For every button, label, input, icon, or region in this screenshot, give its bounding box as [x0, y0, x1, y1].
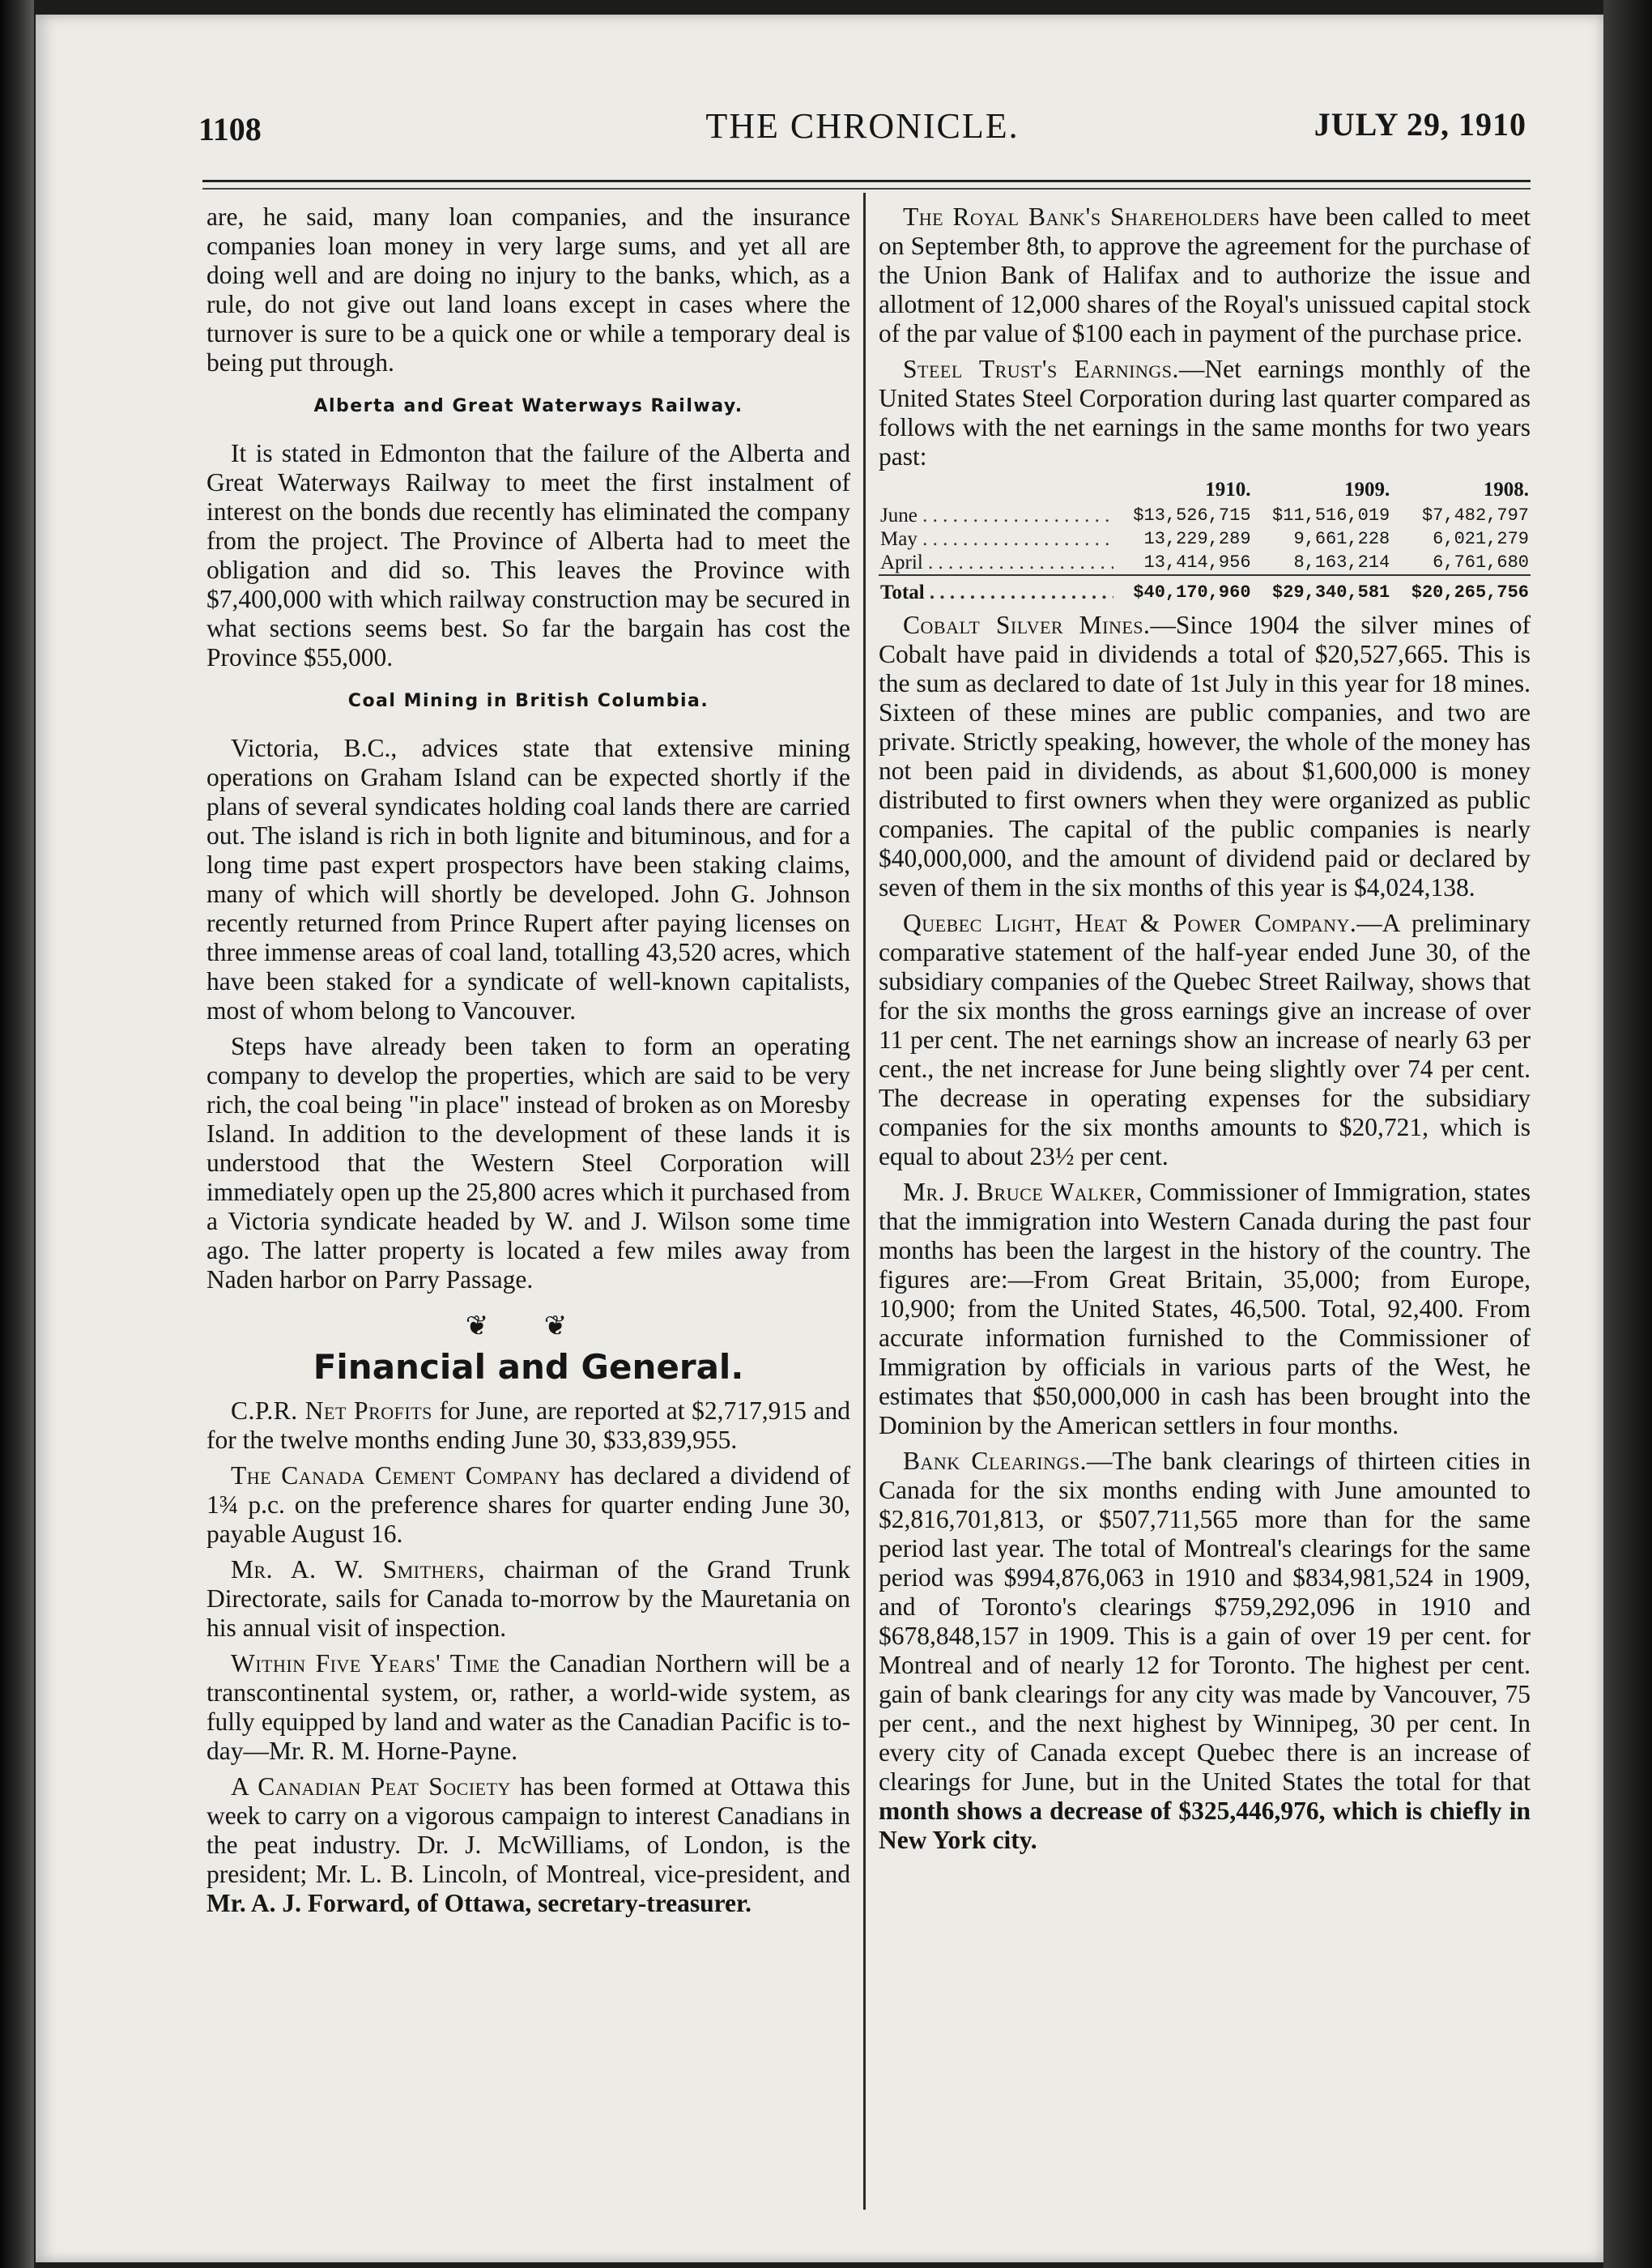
coal-mining-paragraph-2: Steps have already been taken to form an operating company to develop the properties, which are said to be very rich, the coal being "in place" instead of broken as on Moresby Island. In addition to the development of these lands it is understood that the Western Steel Corporation will immediately open up the 25,800 acres which it purchased from a Victoria syndicate headed by W. and J. Wilson some time ago. The latter property is located a few miles away from Naden harbor on Parry Passage. — [206, 1032, 850, 1294]
bank-clearings-text: —The bank clearings of thirteen cities in Canada for the six months ending with June amounted to $2,816,701,813, or $507,711,565 more than for the same period last year. The total of Montreal's clearings for the same period was $994,876,063 in 1910 and $834,981,524 in 1909, and of Toronto's clearings $759,292,096 in 1910 and $678,848,157 in 1909. This is a gain of over 19 per cent. for Montreal and of nearly 12 for Toronto. The highest per cent. gain of bank clearings for any city was made by Vancouver, 75 per cent., and the next highest by Winnipeg, 30 per cent. In every city of Canada except Quebec there is an increase of clearings for June, but in the United States the total for that — [879, 1447, 1531, 1796]
table-row — [879, 504, 1531, 527]
cobalt-mines-lead: Cobalt Silver Mines. — [903, 611, 1151, 639]
table-cell: 13,229,289 — [1143, 529, 1251, 549]
bruce-walker-text: Commissioner of Immigration, states that the immigration into Western Canada during the past four months has been the largest in the history of the country. The figures are:—From Great Britain, 35,000; from Europe, 10,900; from the United States, 46,500. Total, 92,400. From accurate information furnished to the Commissioner of Immigration by officials in various parts of the West, he estimates that $50,000,000 in cash has been brought into the Dominion by the American settlers in four months. — [879, 1178, 1531, 1439]
page-header — [198, 99, 1526, 147]
table-cell: $29,340,581 — [1253, 575, 1392, 604]
table-row-label: April . . . — [879, 551, 1113, 575]
smithers-text: chairman of the Grand Trunk Directorate, sails for Canada to-morrow by the Mauretania on his annual visit of inspection. — [206, 1555, 851, 1642]
five-years-lead: Within Five Years' Time — [231, 1649, 500, 1678]
intro-paragraph: are, he said, many loan companies, and the insurance companies loan money in very large sums, and yet all are doing well and are doing no injury to the banks, which, as a rule, do not give out land loans except in cases where the turnover is sure to be a quick one or while a temporary deal is being put through. — [206, 202, 850, 377]
smithers-lead: Mr. A. W. Smithers, — [231, 1555, 486, 1584]
quebec-power-lead: Quebec Light, Heat & Power Company. — [903, 909, 1357, 937]
table-cell: 9,661,228 — [1293, 529, 1390, 549]
bank-clearings-item — [879, 1447, 1531, 1855]
scan-right-edge — [1603, 0, 1652, 2268]
bank-clearings-bold-end: month shows a decrease of $325,446,976, which is chiefly in New York city. — [879, 1797, 1531, 1854]
table-cell: $11,516,019 — [1272, 505, 1390, 526]
table-cell: $13,526,715 — [1133, 505, 1251, 526]
table-header-cell — [879, 478, 1113, 504]
cpr-profits-item — [206, 1396, 850, 1455]
peat-society-lead: A Canadian Peat Society — [231, 1772, 511, 1801]
royal-bank-lead: The Royal Bank's Shareholders — [903, 202, 1260, 231]
bank-clearings-lead: Bank Clearings. — [903, 1447, 1088, 1475]
table-total-row — [879, 575, 1531, 604]
peat-society-item — [206, 1772, 850, 1918]
page-number: 1108 — [198, 111, 262, 147]
table-cell: 6,021,279 — [1433, 529, 1529, 549]
section-ornament-icon: ❦ ❦ — [465, 1311, 592, 1341]
steel-earnings-text: —Net earnings monthly of the United States Steel Corporation during last quarter compared as follows with the net earnings in the same months for two years past: — [879, 355, 1531, 471]
cobalt-mines-item — [879, 611, 1531, 902]
table-header-cell: 1910. — [1205, 479, 1251, 501]
steel-earnings-lead: Steel Trust's Earnings. — [903, 355, 1179, 383]
bruce-walker-item — [879, 1178, 1531, 1440]
column-divider — [863, 193, 866, 2210]
right-column — [879, 202, 1531, 1861]
canada-cement-item — [206, 1461, 850, 1549]
header-rule — [202, 180, 1531, 190]
coal-mining-paragraph-1: Victoria, B.C., advices state that extensive mining operations on Graham Island can be expected shortly if the plans of several syndicates holding coal lands there are carried out. The island is rich in both lignite and bituminous, and for a long time past expert prospectors have been staking claims, many of which will shortly be developed. John G. Johnson recently returned from Prince Rupert after paying licenses on three immense areas of coal land, totalling 43,520 acres, which have been staked for a syndicate of well-known capitalists, most of whom belong to Vancouver. — [206, 734, 850, 1025]
financial-general-heading: Financial and General. — [313, 1347, 744, 1387]
table-header-cell: 1909. — [1344, 479, 1390, 501]
table-row-label: May . . . — [879, 527, 1113, 551]
table-cell: $40,170,960 — [1113, 575, 1253, 604]
left-column — [206, 202, 850, 1925]
table-cell: 8,163,214 — [1293, 552, 1390, 573]
bruce-walker-lead: Mr. J. Bruce Walker, — [903, 1178, 1143, 1206]
table-header-cell: 1908. — [1483, 479, 1529, 501]
scan-binding-edge — [0, 0, 34, 2268]
canada-cement-lead: The Canada Cement Company — [231, 1461, 561, 1490]
canada-cement-text: has declared a dividend of 1¾ p.c. on the preference shares for quarter ending June 30, payable August 16. — [206, 1461, 850, 1548]
table-header-row — [879, 478, 1531, 504]
table-cell: $7,482,797 — [1421, 505, 1529, 526]
table-row-label: Total . . . — [879, 575, 1113, 604]
table-cell: 13,414,956 — [1143, 552, 1251, 573]
alberta-railway-paragraph: It is stated in Edmonton that the failure of the Alberta and Great Waterways Railway to meet the first instalment of interest on the bonds due recently has eliminated the company from the project. The Province of Alberta had to meet the obligation and did so. This leaves the Province with $7,400,000 with which railway construction may be secured in what sections seems best. So far the bargain has cost the Province $55,000. — [206, 439, 850, 671]
cobalt-mines-text: —Since 1904 the silver mines of Cobalt have paid in dividends a total of $20,527,665. This is the sum as declared to date of 1st July in this year for 18 mines. Sixteen of these mines are public companies, and two are private. Strictly speaking, however, the whole of the money has not been paid in dividends, as about $1,600,000 is money distributed to first owners when they were organized as public companies. The capital of the public companies is nearly $40,000,000, and the amount of dividend paid or declared by seven of them in the six months of this year is $4,024,138. — [879, 611, 1531, 902]
table-row — [879, 551, 1531, 575]
five-years-item — [206, 1649, 850, 1766]
royal-bank-item — [879, 202, 1531, 348]
issue-date: JULY 29, 1910 — [1314, 106, 1526, 143]
peat-society-last-line: Mr. A. J. Forward, of Ottawa, secretary-treasurer. — [206, 1889, 751, 1917]
coal-mining-heading: Coal Mining in British Columbia. — [347, 691, 709, 711]
quebec-power-text: —A preliminary comparative statement of the half-year ended June 30, of the subsidiary companies of the Quebec Street Railway, shows that for the six months the gross earnings give an increase of over 11 per cent. The net earnings show an increase of nearly 63 per cent., the net increase for June being slightly over 74 per cent. The decrease in operating expenses for the subsidiary companies for the six months amounts to $20,721, which is equal to about 23½ per cent. — [879, 909, 1531, 1170]
cpr-profits-lead: C.P.R. Net Profits — [231, 1396, 432, 1425]
table-row — [879, 527, 1531, 551]
table-row-label: June . . . — [879, 504, 1113, 527]
steel-earnings-table — [879, 478, 1531, 604]
peat-society-text: has been formed at Ottawa this week to carry on a vigorous campaign to interest Canadians in the peat industry. Dr. J. McWilliams, of London, is the president; Mr. L. B. Lincoln, of Montreal, vice-president, and — [206, 1772, 850, 1888]
cpr-profits-text: for June, are reported at $2,717,915 and for the twelve months ending June 30, $33,839,955. — [206, 1396, 850, 1454]
journal-title: THE CHRONICLE. — [705, 106, 1020, 146]
quebec-power-item — [879, 909, 1531, 1171]
royal-bank-text: have been called to meet on September 8th, to approve the agreement for the purchase of the Union Bank of Halifax and to authorize the issue and allotment of 12,000 shares of the Royal's unissued capital stock of the par value of $100 each in payment of the purchase price. — [879, 202, 1531, 347]
steel-earnings-item — [879, 355, 1531, 471]
alberta-railway-heading: Alberta and Great Waterways Railway. — [313, 396, 743, 416]
table-cell: $20,265,756 — [1391, 575, 1531, 604]
smithers-item — [206, 1555, 850, 1643]
five-years-text: the Canadian Northern will be a transcontinental system, or, rather, a world-wide system, as fully equipped by land and water as the Canadian Pacific is to-day—Mr. R. M. Horne-Payne. — [206, 1649, 850, 1765]
table-cell: 6,761,680 — [1433, 552, 1529, 573]
